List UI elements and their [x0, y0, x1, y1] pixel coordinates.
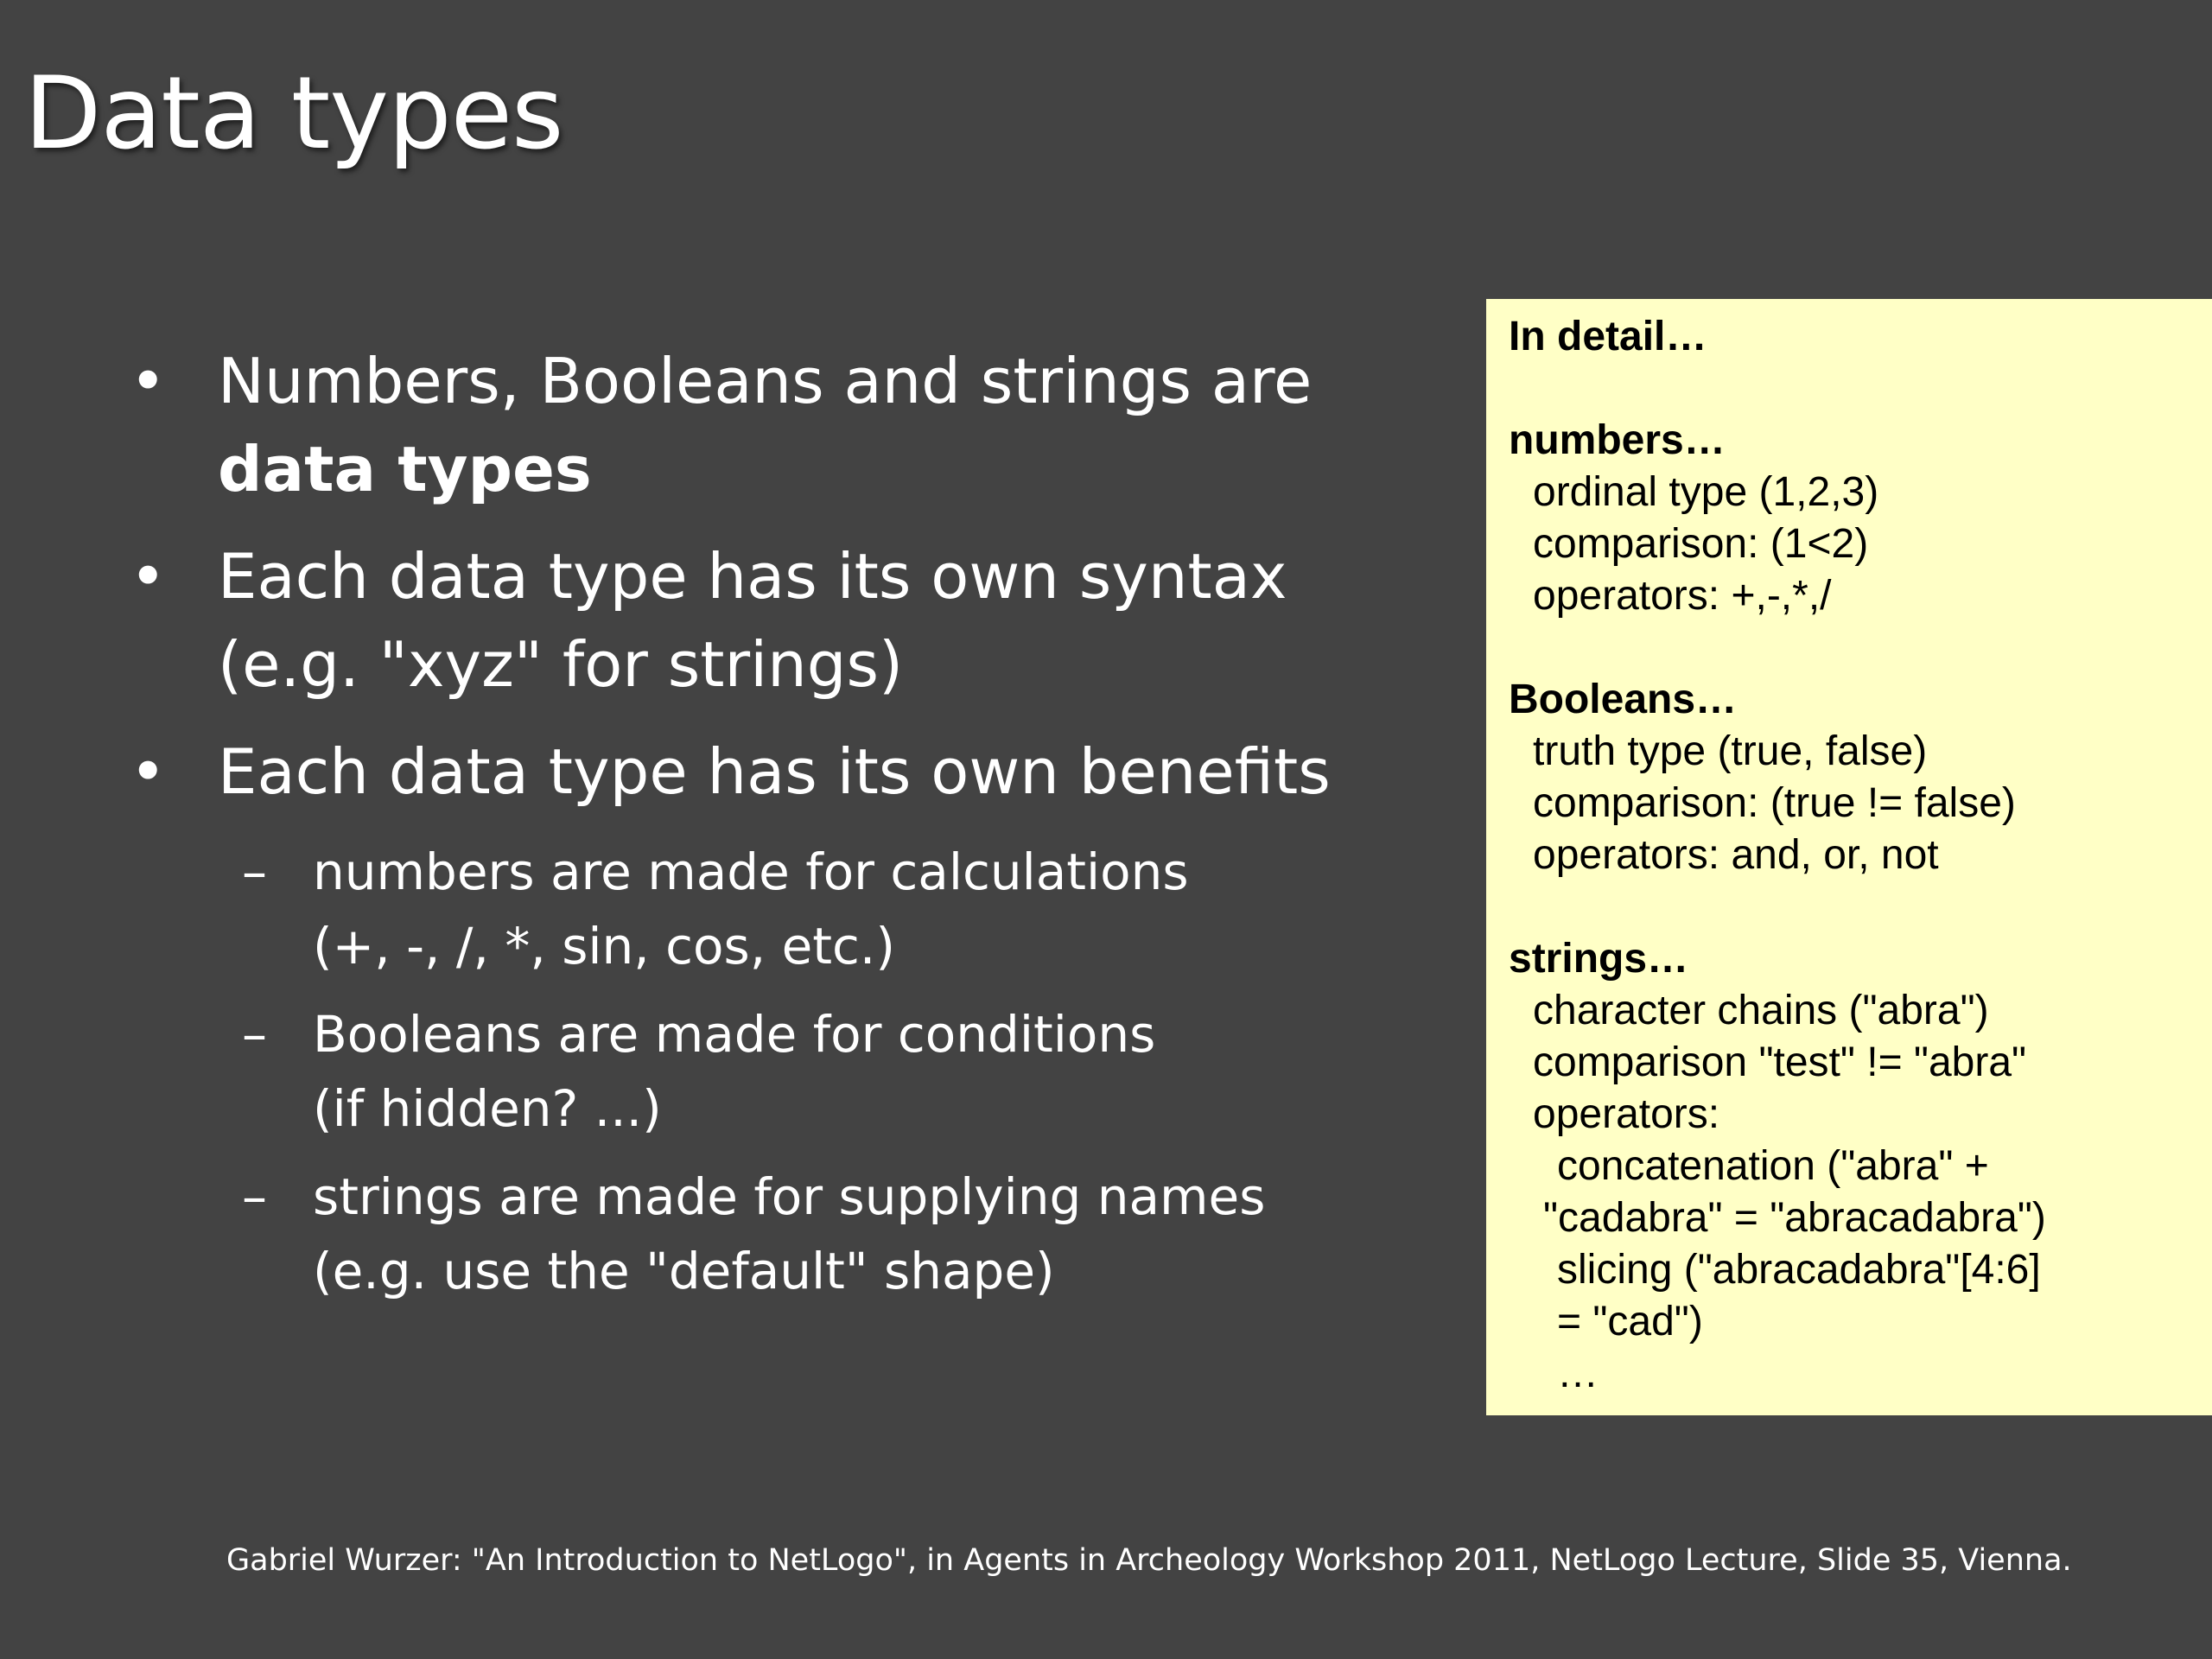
- sub-bullet-marker: –: [242, 1167, 267, 1226]
- spacer: [1509, 622, 2212, 674]
- bullet-item: [130, 337, 1469, 513]
- sub-bullet-item: [130, 997, 1469, 1146]
- booleans-heading: Booleans…: [1509, 677, 1738, 722]
- strings-sub-item: "cadabra" = "abracadabra"): [1543, 1195, 2046, 1241]
- bullet-text-bold: data types: [218, 433, 592, 505]
- bullet-marker: •: [130, 735, 167, 808]
- sub-bullet-list: [130, 835, 1469, 1308]
- booleans-item: comparison: (true != false): [1533, 780, 2016, 826]
- detail-box: [1486, 299, 2212, 1415]
- booleans-item: truth type (true, false): [1533, 728, 1928, 774]
- numbers-heading: numbers…: [1509, 417, 1726, 463]
- footer-citation: Gabriel Wurzer: "An Introduction to NetLogo", in Agents in Archeology Workshop 2011, NetLogo Lecture, Slide 35, Vienna.: [226, 1543, 2072, 1578]
- booleans-item: operators: and, or, not: [1533, 832, 1939, 878]
- strings-item: character chains ("abra"): [1533, 988, 1989, 1033]
- sub-bullet-text: numbers are made for calculations: [313, 842, 1189, 901]
- strings-sub-item: = "cad"): [1557, 1299, 1703, 1344]
- strings-sub-item: slicing ("abracadabra"[4:6]: [1557, 1247, 2041, 1293]
- sub-bullet-text: (e.g. use the "default" shape): [313, 1242, 1055, 1300]
- bullet-list: [130, 337, 1469, 1322]
- slide-title: Data types: [24, 55, 563, 172]
- bullet-text: (e.g. "xyz" for strings): [218, 628, 904, 701]
- spacer: [1509, 363, 2212, 415]
- spacer: [1509, 881, 2212, 933]
- sub-bullet-text: (+, -, /, *, sin, cos, etc.): [313, 917, 895, 976]
- sub-bullet-marker: –: [242, 1005, 267, 1064]
- bullet-item: [130, 532, 1469, 709]
- sub-bullet-text: strings are made for supplying names: [313, 1167, 1266, 1226]
- strings-sub-item: concatenation ("abra" +: [1557, 1143, 1989, 1189]
- strings-sub-item: …: [1557, 1351, 1599, 1396]
- sub-bullet-text: (if hidden? ...): [313, 1079, 662, 1138]
- bullet-text: Each data type has its own syntax: [218, 540, 1287, 613]
- sub-bullet-item: [130, 835, 1469, 983]
- strings-item: comparison "test" != "abra": [1533, 1039, 2027, 1085]
- bullet-marker: •: [130, 345, 167, 417]
- sub-bullet-item: [130, 1160, 1469, 1308]
- numbers-item: comparison: (1<2): [1533, 521, 1869, 567]
- bullet-text: Numbers, Booleans and strings are: [218, 345, 1313, 417]
- numbers-item: ordinal type (1,2,3): [1533, 469, 1879, 515]
- detail-heading: In detail…: [1509, 314, 1707, 359]
- sub-bullet-marker: –: [242, 842, 267, 901]
- bullet-item: [130, 728, 1469, 816]
- bullet-marker: •: [130, 540, 167, 613]
- strings-item: operators:: [1533, 1091, 1720, 1137]
- strings-heading: strings…: [1509, 936, 1689, 982]
- bullet-text: Each data type has its own benefits: [218, 735, 1331, 808]
- sub-bullet-text: Booleans are made for conditions: [313, 1005, 1156, 1064]
- numbers-item: operators: +,-,*,/: [1533, 573, 1832, 619]
